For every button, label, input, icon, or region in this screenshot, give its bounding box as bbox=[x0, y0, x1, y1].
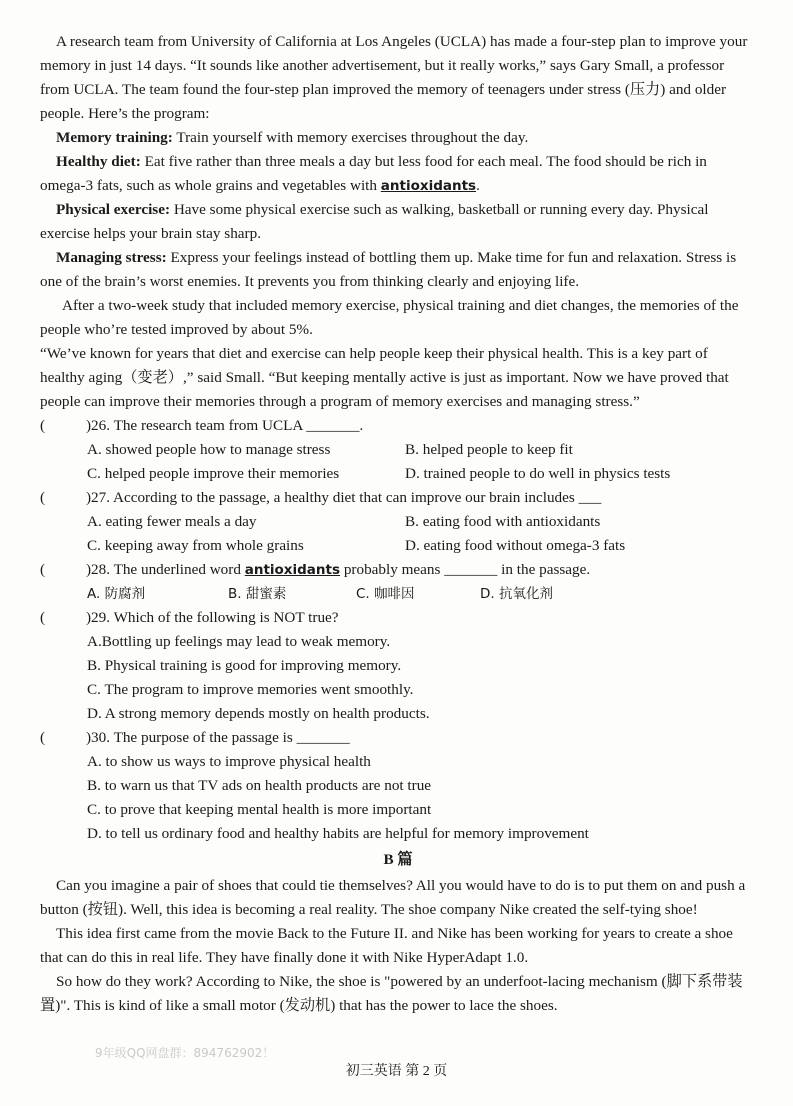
option-b: B. Physical training is good for improving memory. bbox=[87, 657, 402, 674]
option-b: B. eating food with antioxidants bbox=[405, 513, 601, 530]
option-a: A. eating fewer meals a day bbox=[87, 513, 257, 530]
option-d: D. trained people to do well in physics tests bbox=[405, 465, 671, 482]
managing-stress-text: Express your feelings instead of bottling them up. Make time for fun and relaxation. Stress is one of the brain’s worst enemies. It prevents you from thinking clearly and enjoying life. bbox=[40, 249, 737, 290]
answer-paren: ( bbox=[40, 729, 46, 746]
paragraph-b1: Can you imagine a pair of shoes that could tie themselves? All you would have to do is to put them on and push a button (按钮). Well, this idea is becoming a real reality. The shoe company Nike created the self-tying shoe! bbox=[40, 877, 746, 918]
paragraph-memory-training bbox=[40, 126, 756, 150]
question-27 bbox=[40, 486, 756, 558]
question-29 bbox=[40, 606, 756, 726]
option-a: A. showed people how to manage stress bbox=[87, 441, 331, 458]
question-stem: )28. The underlined word bbox=[86, 561, 245, 578]
option-d: D. 抗氧化剂 bbox=[480, 586, 553, 602]
option-b: B. to warn us that TV ads on health products are not true bbox=[87, 777, 432, 794]
question-28 bbox=[40, 558, 756, 606]
healthy-diet-text: Eat five rather than three meals a day but less food for each meal. The food should be rich in omega-3 fats, such as whole grains and vegetables with bbox=[40, 153, 707, 194]
question-30 bbox=[40, 726, 756, 846]
memory-training-text: Train yourself with memory exercises throughout the day. bbox=[172, 129, 529, 146]
underlined-word: antioxidants bbox=[380, 178, 477, 194]
paragraph-b3: So how do they work? According to Nike, the shoe is "powered by an underfoot-lacing mechanism (脚下系带装置)". This is kind of like a small motor (发动机) that has the power to lace the shoes. bbox=[40, 973, 743, 1014]
section-b-title: B 篇 bbox=[383, 851, 413, 868]
answer-paren: ( bbox=[40, 609, 46, 626]
option-b: B. helped people to keep fit bbox=[405, 441, 573, 458]
option-a: A.Bottling up feelings may lead to weak memory. bbox=[87, 633, 391, 650]
option-a: A. to show us ways to improve physical health bbox=[87, 753, 371, 770]
healthy-diet-end: . bbox=[476, 177, 480, 194]
paragraph-intro: A research team from University of California at Los Angeles (UCLA) has made a four-step plan to improve your memory in just 14 days. “It sounds like another advertisement, but it really works,” says Gary Small, a professor from UCLA. The team found the four-step plan improved the memory of teenagers under stress (压力) and older people. Here’s the program: bbox=[40, 33, 748, 122]
paragraph-b2: This idea first came from the movie Back to the Future II. and Nike has been working for years to create a shoe that can do this in real life. They have finally done it with Nike HyperAdapt 1.0. bbox=[40, 925, 733, 966]
option-c: C. helped people improve their memories bbox=[87, 465, 340, 482]
option-c: C. to prove that keeping mental health is more important bbox=[87, 801, 432, 818]
managing-stress-label: Managing stress: bbox=[56, 249, 167, 266]
paragraph-quote: “We’ve known for years that diet and exercise can help people keep their physical health. This is a key part of healthy aging（变老）,” said Small. “But keeping mentally active is just as important. Now we have proved that people can improve their memories through a program of memory exercises and managing stress.” bbox=[40, 345, 729, 410]
option-a: A. 防腐剂 bbox=[87, 586, 146, 602]
paragraph-physical-exercise bbox=[40, 198, 756, 246]
document-page bbox=[40, 30, 756, 1018]
physical-exercise-label: Physical exercise: bbox=[56, 201, 171, 218]
underlined-word: antioxidants bbox=[244, 562, 341, 578]
option-c: C. keeping away from whole grains bbox=[87, 537, 304, 554]
watermark: 9年级QQ网盘群：894762902！ bbox=[95, 1046, 275, 1060]
question-stem: )27. According to the passage, a healthy diet that can improve our brain includes ___ bbox=[86, 489, 602, 506]
question-stem: )30. The purpose of the passage is _______ bbox=[86, 729, 350, 746]
paragraph-study-result: After a two-week study that included memory exercise, physical training and diet changes, the memories of the people who’re tested improved by about 5%. bbox=[40, 297, 739, 338]
page-footer: 初三英语 第 2 页 bbox=[345, 1064, 448, 1079]
answer-paren: ( bbox=[40, 561, 46, 578]
option-d: D. eating food without omega-3 fats bbox=[405, 537, 626, 554]
question-stem: )26. The research team from UCLA _______. bbox=[86, 417, 364, 434]
paragraph-managing-stress bbox=[40, 246, 756, 294]
option-b: B. 甜蜜素 bbox=[228, 586, 287, 602]
physical-exercise-text: Have some physical exercise such as walking, basketball or running every day. Physical exercise helps your brain stay sharp. bbox=[40, 201, 709, 242]
question-stem-end: probably means _______ in the passage. bbox=[340, 561, 591, 578]
paragraph-healthy-diet bbox=[40, 150, 756, 198]
option-c: C. 咖啡因 bbox=[356, 586, 415, 602]
option-d: D. to tell us ordinary food and healthy habits are helpful for memory improvement bbox=[87, 825, 589, 842]
question-stem: )29. Which of the following is NOT true? bbox=[86, 609, 339, 626]
question-26 bbox=[40, 414, 756, 486]
option-d: D. A strong memory depends mostly on health products. bbox=[87, 705, 430, 722]
option-c: C. The program to improve memories went smoothly. bbox=[87, 681, 414, 698]
answer-paren: ( bbox=[40, 489, 46, 506]
answer-paren: ( bbox=[40, 417, 46, 434]
memory-training-label: Memory training: bbox=[56, 129, 173, 146]
healthy-diet-label: Healthy diet: bbox=[56, 153, 141, 170]
